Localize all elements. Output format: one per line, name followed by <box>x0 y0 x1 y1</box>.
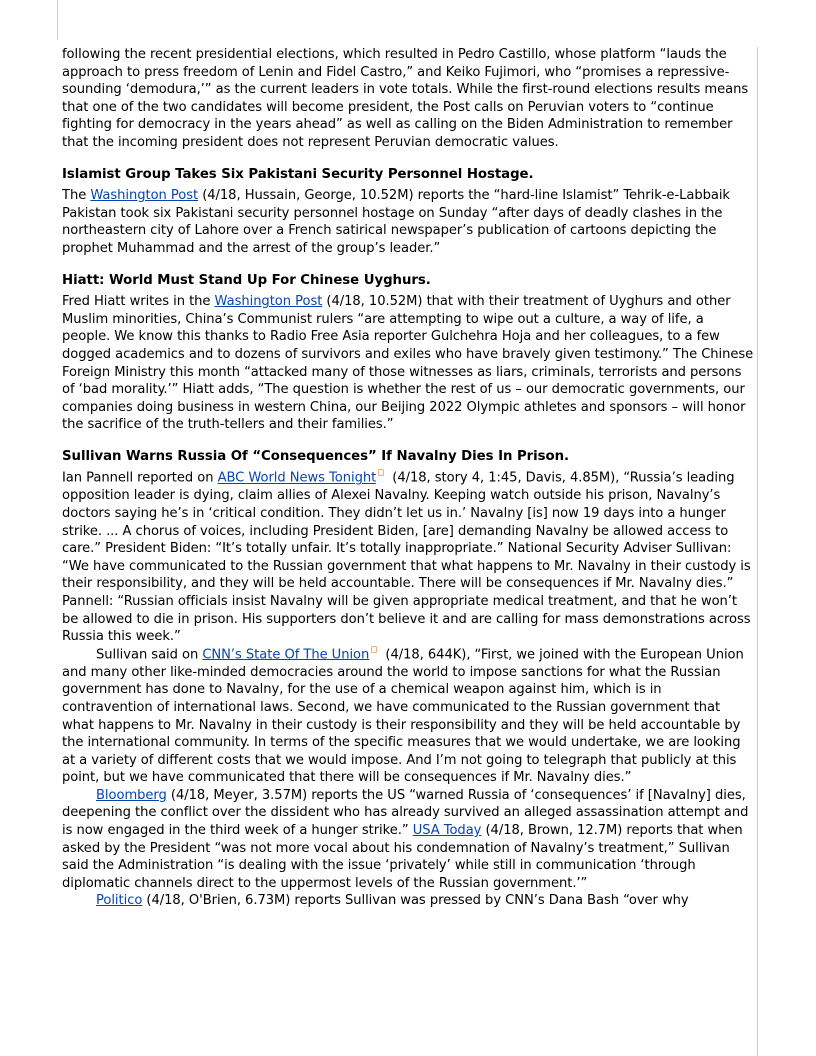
cnn-state-of-the-union-link[interactable]: CNN’s State Of The Union <box>202 647 370 663</box>
abc-paragraph: Ian Pannell reported on ABC World News Tonight (4/18, story 4, 1:45, Davis, 4.85M), “Russia’s leading opposition leader is dying, claim allies of Alexei Navalny. Keeping watch outside his prison, Navalny’s doctors saying he’s in ‘critical condition. They didn’t let us in.’ Navalny [is] now 19 days into a hunger strike. ... A chorus of voices, including President Biden, [are] demanding Navalny be allowed access to care.” President Biden: “It’s totally unfair. It’s totally inappropriate.” National Security Adviser Sullivan: “We have communicated to the Russian government that what happens to Mr. Navalny in their custody is their responsibility, and they will be held accountable. There will be consequences if Mr. Navalny dies.” Pannell: “Russian officials insist Navalny will be given appropriate medical treatment, and that he won’t be allowed to die in prison. His supporters don’t believe it and are calling for mass demonstrations across Russia this week.” <box>62 470 751 645</box>
cnn-paragraph: Sullivan said on CNN’s State Of The Union (4/18, 644K), “First, we joined with the European Union and many other like-minded democracies around the world to impose sanctions for what the Russian government has done to Navalny, for the use of a chemical weapon against him, which is in contravention of international laws. Second, we have communicated to the Russian government that what happens to Mr. Navalny in their custody is their responsibility and they will be held accountable by the international community. In terms of the specific measures that we would undertake, we are looking at a variety of different costs that we would impose. And I’m not going to telegraph that publicly at this point, but we have communicated that there will be consequences if Mr. Navalny dies.” <box>62 647 744 786</box>
heading-hiatt-uyghurs: Hiatt: World Must Stand Up For Chinese Uyghurs. <box>62 272 431 288</box>
video-icon[interactable] <box>378 469 384 476</box>
hiatt-paragraph: Fred Hiatt writes in the Washington Post (4/18, 10.52M) that with their treatment of Uyghurs and other Muslim minorities, China’s Communist rulers “are attempting to wipe out a culture, a way of life, a people. We know this thanks to Radio Free Asia reporter Gulchehra Hoja and her colleagues, to a few dogged academics and to dozens of survivors and exiles who have bravely given testimony.” The Chinese Foreign Ministry this month “attacked many of those witnesses as liars, criminals, terrorists and persons of ‘bad morality.’” Hiatt adds, “The question is whether the rest of us – our democratic governments, our companies doing business in western China, our Beijing 2022 Olympic athletes and sponsors – will honor the sacrifice of the truth-tellers and their families.” <box>62 294 754 433</box>
heading-pakistan-hostage: Islamist Group Takes Six Pakistani Security Personnel Hostage. <box>62 166 534 182</box>
washington-post-link[interactable]: Washington Post <box>90 188 199 204</box>
bloomberg-link[interactable]: Bloomberg <box>96 787 167 803</box>
peru-paragraph: following the recent presidential elections, which resulted in Pedro Castillo, whose platform “lauds the approach to press freedom of Lenin and Fidel Castro,” and Keiko Fujimori, who “promises a repressive-sounding ‘demodura,’” as the current leaders in vote totals. While the first-round elections results means that one of the two candidates will become president, the Post calls on Peruvian voters to “continue fighting for democracy in the years ahead” as well as calling on the Biden Administration to remember that the incoming president does not represent Peruvian democratic values. <box>62 47 749 150</box>
pakistan-paragraph: The Washington Post (4/18, Hussain, George, 10.52M) reports the “hard-line Islamist” Tehrik-e-Labbaik Pakistan took six Pakistani security personnel hostage on Sunday “after days of deadly clashes in the northeastern city of Lahore over a French satirical newspaper’s publication of cartoons depicting the prophet Muhammad and the arrest of the group’s leader.” <box>62 188 730 256</box>
usa-today-link[interactable]: USA Today <box>412 823 482 839</box>
washington-post-link[interactable]: Washington Post <box>214 294 323 310</box>
document-body <box>62 46 754 910</box>
page-border-left <box>57 0 58 40</box>
politico-paragraph: Politico (4/18, O'Brien, 6.73M) reports Sullivan was pressed by CNN’s Dana Bash “over why <box>96 893 689 909</box>
heading-sullivan-navalny: Sullivan Warns Russia Of “Consequences” If Navalny Dies In Prison. <box>62 448 570 464</box>
page-border-right <box>757 47 758 1056</box>
politico-link[interactable]: Politico <box>96 893 143 909</box>
video-icon[interactable] <box>371 646 377 653</box>
abc-world-news-tonight-link[interactable]: ABC World News Tonight <box>217 470 377 486</box>
bloomberg-paragraph: Bloomberg (4/18, Meyer, 3.57M) reports the US “warned Russia of ‘consequences’ if [Navalny] dies, deepening the conflict over the dissident who has already survived an alleged assassination attempt and is now engaged in the third week of a hunger strike.” USA Today (4/18, Brown, 12.7M) reports that when asked by the President “was not more vocal about his condemnation of Navalny’s treatment,” Sullivan said the Administration “is dealing with the issue ‘privately’ while still in communication ‘through diplomatic channels direct to the uppermost levels of the Russian government.’” <box>62 787 749 891</box>
